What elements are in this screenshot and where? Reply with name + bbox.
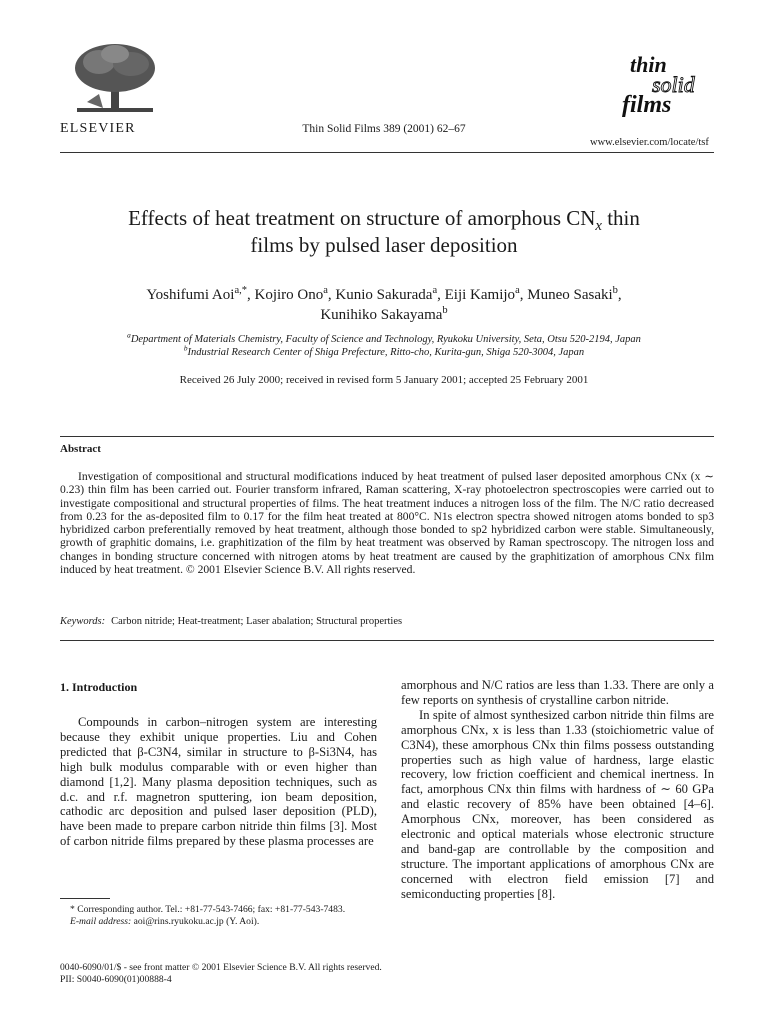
keywords-divider xyxy=(60,640,714,641)
abstract-text: Investigation of compositional and structural modifications induced by heat treatment of pulsed laser deposited amorphous CNx (x ∼ 0.23) thin film has been carried out. Fourier transform infrared, Raman scattering, X-ray photoelectron spectroscopies were carried out to investigate compositional and structural properties of films. The heat treatment induces a nitrogen loss of the film. The N/C ratio decreased from 0.23 for the as-deposited film to 0.17 for the film heat treated at 800°C. N1s electron spectra showed nitrogen atoms bonded to sp3 hybridized carbon preferentially removed by heat treatment, although those bonded to sp2 hybridized carbon were stable. Simultaneously, growth of graphitic domains, i.e. graphitization of the film by heat treatment was observed by Raman spectroscopy. The nitrogen loss and changes in bonding structure concerned with nitrogen atoms by heat treatment are caused by the graphitization of amorphous CNx film induced by heat treatment. © 2001 Elsevier Science B.V. All rights reserved. xyxy=(60,470,714,577)
front-matter-line: 0040-6090/01/$ - see front matter © 2001 Elsevier Science B.V. All rights reserved. xyxy=(60,962,382,973)
thin-solid-films-logo xyxy=(612,52,722,118)
email-address[interactable]: aoi@rins.ryukoku.ac.jp (Y. Aoi). xyxy=(133,916,260,927)
corresponding-author-note: * Corresponding author. Tel.: +81-77-543-7466; fax: +81-77-543-7483. xyxy=(70,904,346,915)
header-divider xyxy=(60,152,714,153)
author: Kunio Sakurada xyxy=(335,287,433,303)
footnote-divider xyxy=(60,898,110,899)
pii-line: PII: S0040-6090(01)00888-4 xyxy=(60,974,172,985)
keywords-label: Keywords: xyxy=(60,616,106,627)
publisher-name: ELSEVIER xyxy=(60,121,136,136)
journal-reference: Thin Solid Films 389 (2001) 62–67 xyxy=(302,123,466,135)
affiliations xyxy=(60,330,708,359)
footnote xyxy=(60,904,377,928)
intro-paragraph-1-continued: amorphous and N/C ratios are less than 1.33. There are only a few reports on synthesis of crystalline carbon nitride. xyxy=(401,678,714,707)
keywords xyxy=(60,616,402,627)
author: Yoshifumi Aoi xyxy=(146,287,235,303)
author: Kunihiko Sakayama xyxy=(320,307,443,323)
journal-url[interactable]: www.elsevier.com/locate/tsf xyxy=(590,137,709,148)
logo-line-3: films xyxy=(622,92,672,118)
author-list: Yoshifumi Aoi$^{a,*}$, Kojiro Ono$^a$, Kunio Sakurada$^a$, Eiji Kamijo$^a$, Muneo Sasaki$^b$, Kunihiko Sakayama$^b$ xyxy=(146,285,622,323)
abstract-divider xyxy=(60,436,714,437)
intro-paragraph-1: Compounds in carbon–nitrogen system are interesting because they exhibit unique properties. Liu and Cohen predicted that β-C3N4, similar in structure to β-Si3N4, has high bulk modulus comparable with or even higher than diamond [1,2]. Many plasma deposition techniques, such as d.c. and r.f. magnetron sputtering, ion beam deposition, cathodic arc deposition and pulsed laser deposition (PLD), have been made to prepare carbon nitride thin films [3]. Most of carbon nitride films prepared by these plasma processes are xyxy=(60,715,377,849)
section-heading-introduction: 1. Introduction xyxy=(60,680,138,694)
abstract-heading: Abstract xyxy=(60,443,101,455)
right-column xyxy=(401,678,714,902)
copyright-info xyxy=(60,962,382,986)
left-column xyxy=(60,680,377,849)
author: Kojiro Ono xyxy=(254,287,324,303)
intro-paragraph-2: In spite of almost synthesized carbon nitride thin films are amorphous CNx, x is less than 1.33 (stoichiometric value of C3N4), these amorphous CNx thin films possess outstanding properties such as high value of hardness, large elastic recovery, low friction coefficient and chemical inertness. In fact, amorphous CNx thin films with hardness of ∼ 60 GPa and elastic recovery of 85% have been obtained [4–6]. Amorphous CNx, moreover, has been considered as electronic and optical materials whose electronic structure and band-gap are controllable by the composition and structure. The important applications of amorphous CNx are concerned with electron field emission [7] and semiconducting properties [8]. xyxy=(401,707,714,901)
elsevier-tree-icon xyxy=(69,42,161,114)
author: Eiji Kamijo xyxy=(444,287,516,303)
logo-line-2: solid xyxy=(652,72,695,97)
logo-line-1: thin xyxy=(630,52,667,77)
email-line: E-mail address: aoi@rins.ryukoku.ac.jp (Y. Aoi). xyxy=(70,916,260,927)
paper-title: Effects of heat treatment on structure of amorphous $CN_x$ thin films by pulsed laser deposition xyxy=(128,206,640,257)
keywords-text: Carbon nitride; Heat-treatment; Laser abalation; Structural properties xyxy=(111,616,403,627)
author: Muneo Sasaki xyxy=(527,287,613,303)
received-dates: Received 26 July 2000; received in revised form 5 January 2001; accepted 25 February 2001 xyxy=(179,374,589,386)
affiliation-a: $^a$Department of Materials Chemistry, Faculty of Science and Technology, Ryukoku University, Seta, Otsu 520-2194, Japan xyxy=(127,330,641,345)
affiliation-b: $^b$Industrial Research Center of Shiga Prefecture, Ritto-cho, Kurita-gun, Shiga 520-3004, Japan xyxy=(183,343,585,358)
